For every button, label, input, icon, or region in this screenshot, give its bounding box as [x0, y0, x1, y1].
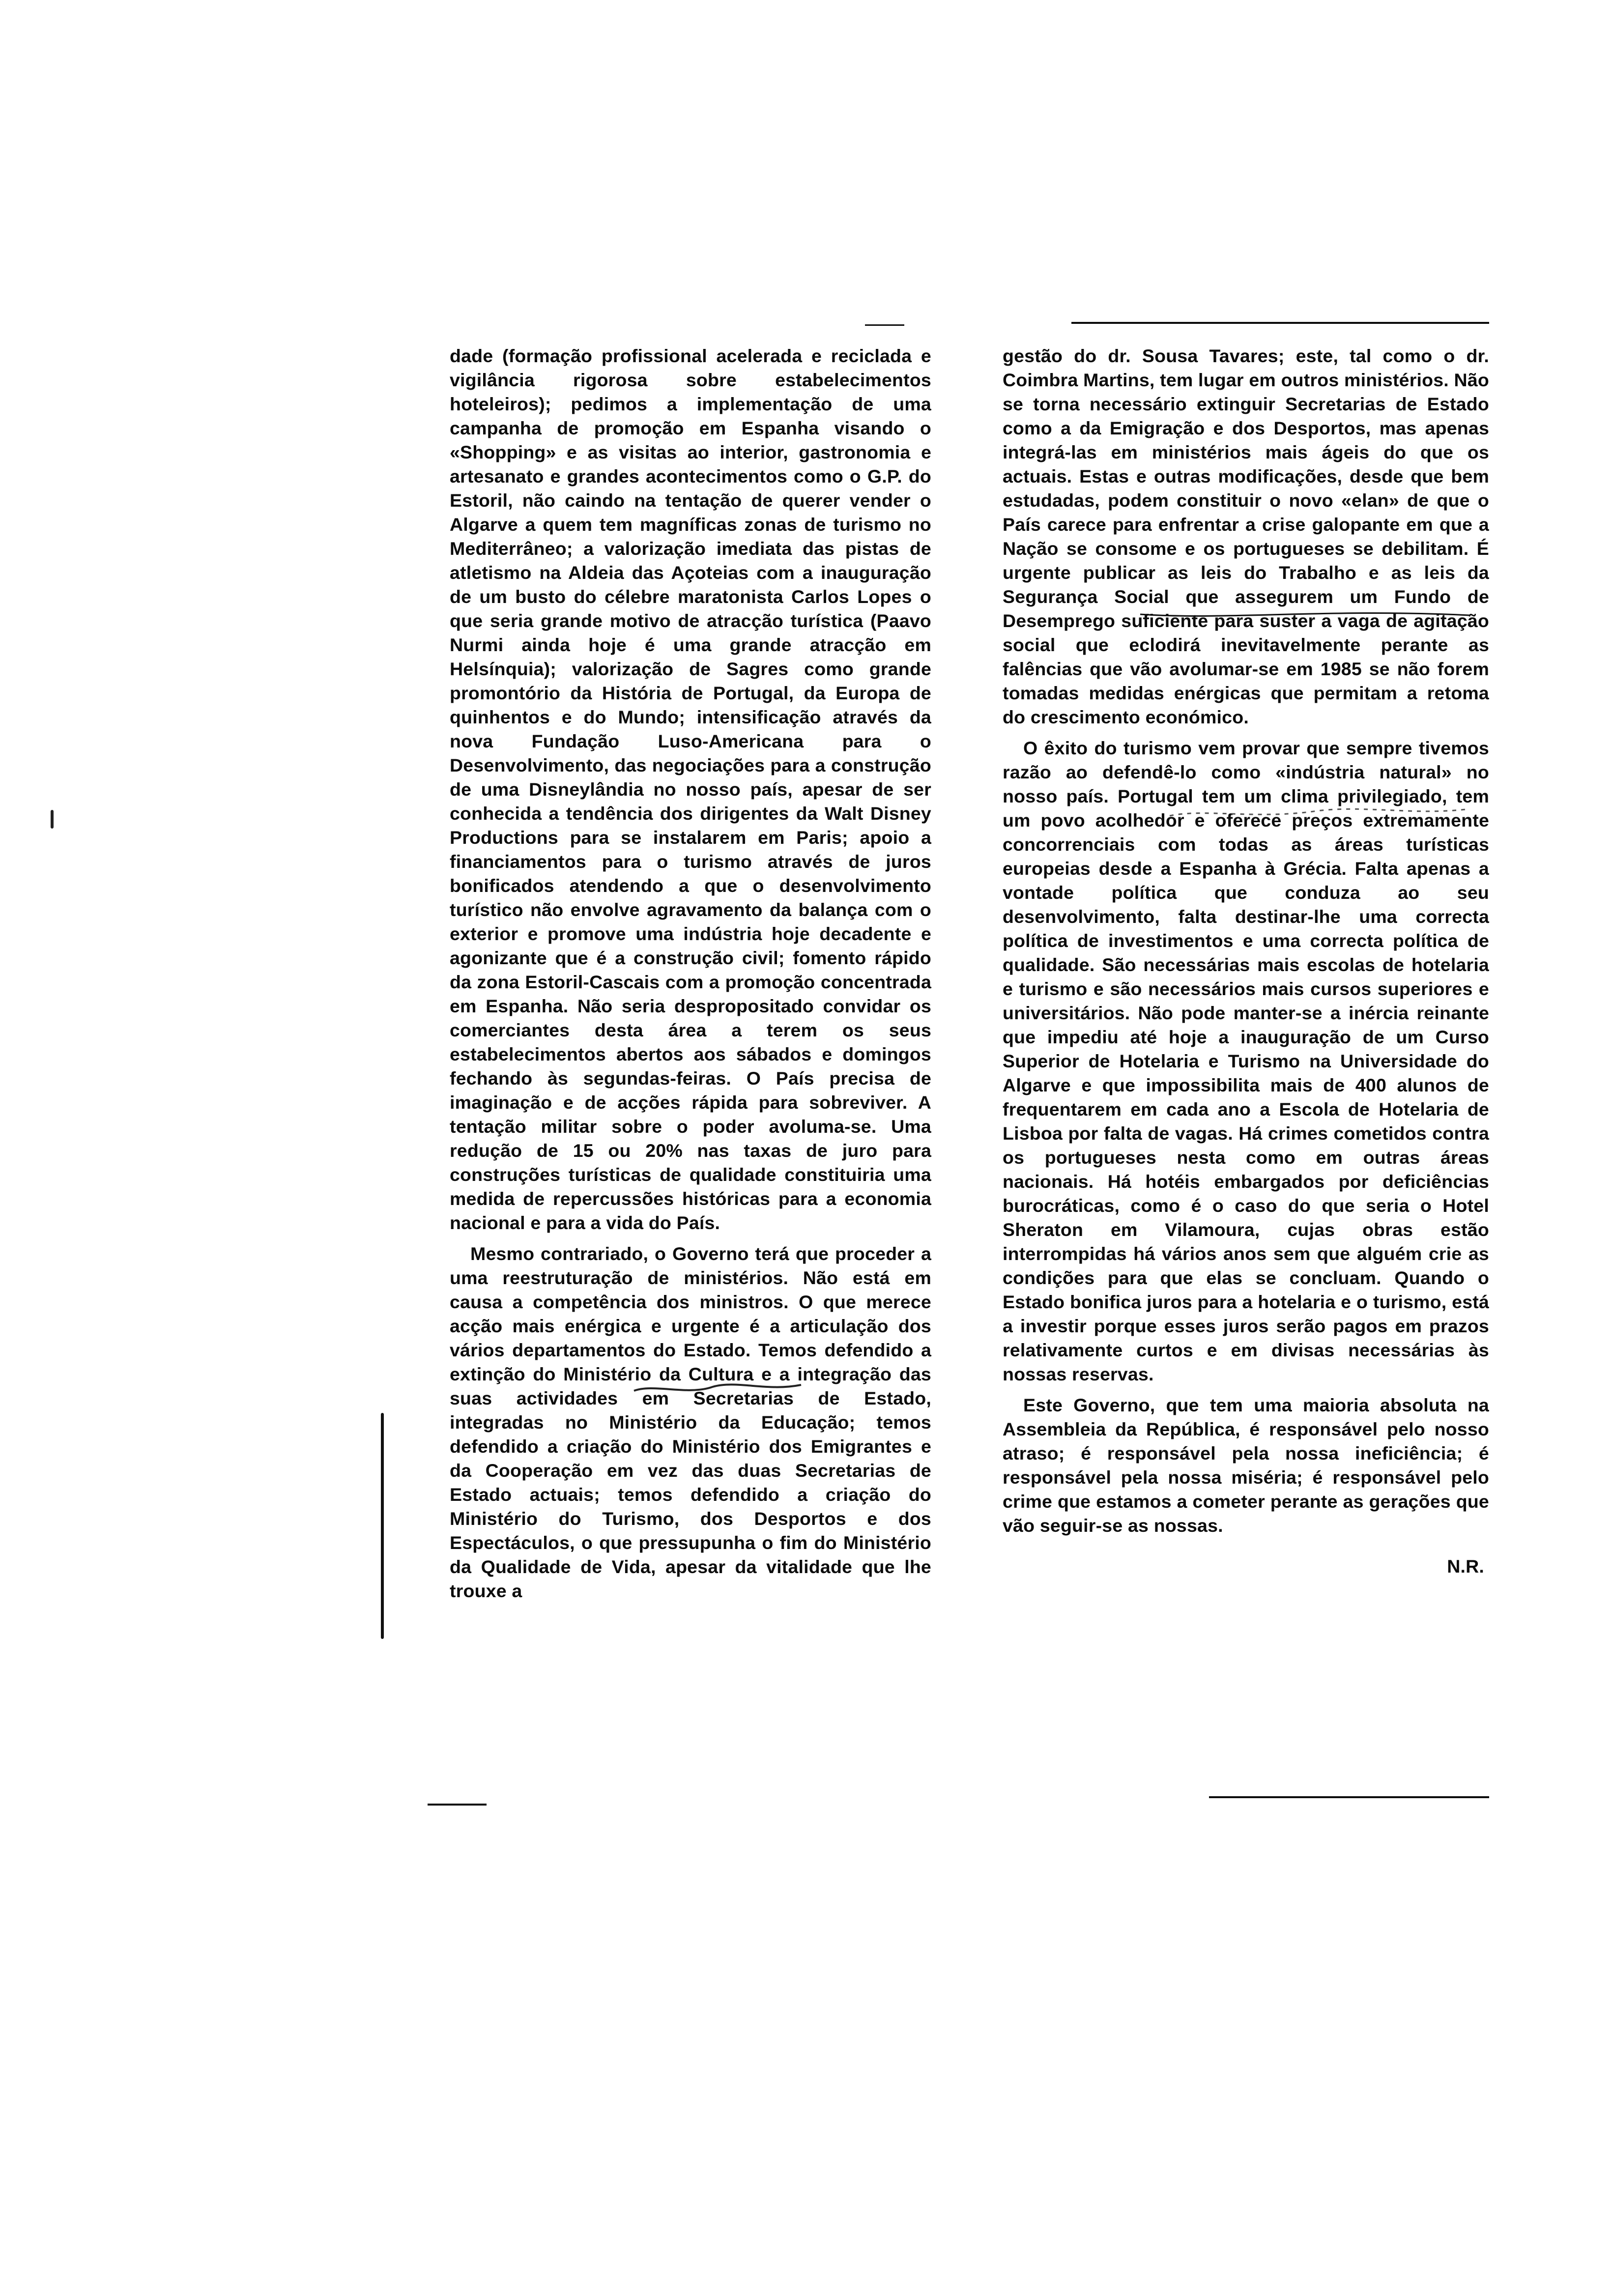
top-rule-mark — [865, 324, 904, 326]
left-paragraph-1: dade (formação profissional acelerada e reciclada e vigilância rigorosa sobre estabelecimentos hoteleiros); pedimos a implementação de uma campanha de promoção em Espanha visando o «Shopping» e as visitas ao interior, gastronomia e artesanato e grandes acontecimentos como o G.P. do Estoril, não caindo na tentação de querer vender o Algarve a quem tem magníficas zonas de turismo no Mediterrâneo; a valorização imediata das pistas de atletismo na Aldeia das Açoteias com a inauguração de um busto do célebre maratonista Carlos Lopes o que seria grande motivo de atracção turística (Paavo Nurmi ainda hoje é uma grande atracção em Helsínquia); valorização de Sagres como grande promontório da História de Portugal, da Europa de quinhentos e do Mundo; intensificação através da nova Fundação Luso-Americana para o Desenvolvimento, das negociações para a construção de uma Disneylândia no nosso país, apesar de ser conhecida a tendência dos dirigentes da Walt Disney Productions para se instalarem em Paris; apoio a financiamentos para o turismo através de juros bonificados atendendo a que o desenvolvimento turístico não envolve agravamento da balança com o exterior e promove uma indústria hoje decadente e agonizante que é a construção civil; fomento rápido da zona Estoril-Cascais com a promoção concentrada em Espanha. Não seria despropositado convidar os comerciantes desta área a terem os seus estabelecimentos abertos aos sábados e domingos fechando às segundas-feiras. O País precisa de imaginação e de acções rápida para sobreviver. A tentação militar sobre o poder avoluma-se. Uma redução de 15 ou 20% nas taxas de juro para construções turísticas de qualidade constituiria uma medida de repercussões históricas para a economia nacional e para a vida do País. — [450, 345, 931, 1233]
left-paragraph-2: Mesmo contrariado, o Governo terá que proceder a uma reestruturação de ministérios. Não está em causa a competência dos ministros. O que merece acção mais enérgica e urgente é a articulação dos vários departamentos do Estado. Temos defendido a extinção do Ministério da Cultura e a integração das suas actividades em Secretarias de Estado, integradas no Ministério da Educação; temos defendido a criação do Ministério dos Emigrantes e da Cooperação em vez das duas Secretarias de Estado actuais; temos defendido a criação do Ministério do Turismo, dos Desportos e dos Espectáculos, o que pressupunha o fim do Ministério da Qualidade de Vida, apesar da vitalidade que lhe trouxe a — [450, 1243, 931, 1601]
article-column-right — [1003, 344, 1489, 1585]
article-column-left — [450, 344, 931, 1610]
right-paragraph-1: gestão do dr. Sousa Tavares; este, tal como o dr. Coimbra Martins, tem lugar em outros ministérios. Não se torna necessário extinguir Secretarias de Estado como a da Emigração e dos Desportos, mas apenas integrá-las em ministérios mais ágeis do que os actuais. Estas e outras modificações, desde que bem estudadas, podem constituir o novo «elan» de que o País carece para enfrentar a crise galopante em que a Nação se consome e os portugueses se debilitam. É urgente publicar as leis do Trabalho e as leis da Segurança Social que assegurem um Fundo de Desemprego suficiente para suster a vaga de agitação social que eclodirá inevitavelmente perante as falências que vão avolumar-se em 1985 se não forem tomadas medidas enérgicas que permitam a retoma do crescimento económico. — [1003, 345, 1489, 727]
margin-annotation-bar — [381, 1413, 384, 1639]
right-paragraph-2: O êxito do turismo vem provar que sempre tivemos razão ao defendê-lo como «indústria natural» no nosso país. Portugal tem um clima privilegiado, tem um povo acolhedor e oferece preços extremamente concorrenciais com todas as áreas turísticas europeias desde a Espanha à Grécia. Falta apenas a vontade política que conduza ao seu desenvolvimento, falta destinar-lhe uma correcta política de investimentos e uma correcta política de qualidade. São necessárias mais escolas de hotelaria e turismo e são necessários mais cursos superiores e universitários. Não pode manter-se a inércia reinante que impediu até hoje a inauguração de um Curso Superior de Hotelaria e Turismo na Universidade do Algarve e que impossibilita mais de 400 alunos de frequentarem em cada ano a Escola de Hotelaria de Lisboa por falta de vagas. Há crimes cometidos contra os portugueses nesta como em outras áreas nacionais. Há hotéis embargados por deficiências burocráticas, como é o caso do que seria o Hotel Sheraton em Vilamoura, cujas obras estão interrompidas há vários anos sem que alguém crie as condições para que elas se concluam. Quando o Estado bonifica juros para a hotelaria e o turismo, está a investir porque esses juros serão pagos em prazos relativamente curtos e em divisas necessárias às nossas reservas. — [1003, 738, 1489, 1384]
bottom-rule-left — [428, 1804, 487, 1806]
bottom-rule-right — [1209, 1796, 1489, 1798]
author-signature: N.R. — [1447, 1556, 1484, 1577]
top-rule-right — [1071, 322, 1489, 324]
margin-annotation-tick — [51, 810, 54, 829]
right-paragraph-3: Este Governo, que tem uma maioria absoluta na Assembleia da República, é responsável pelo nosso atraso; é responsável pela nossa ineficiência; é responsável pela nossa miséria; é responsável pelo crime que estamos a cometer perante as gerações que vão seguir-se as nossas. — [1003, 1395, 1489, 1536]
